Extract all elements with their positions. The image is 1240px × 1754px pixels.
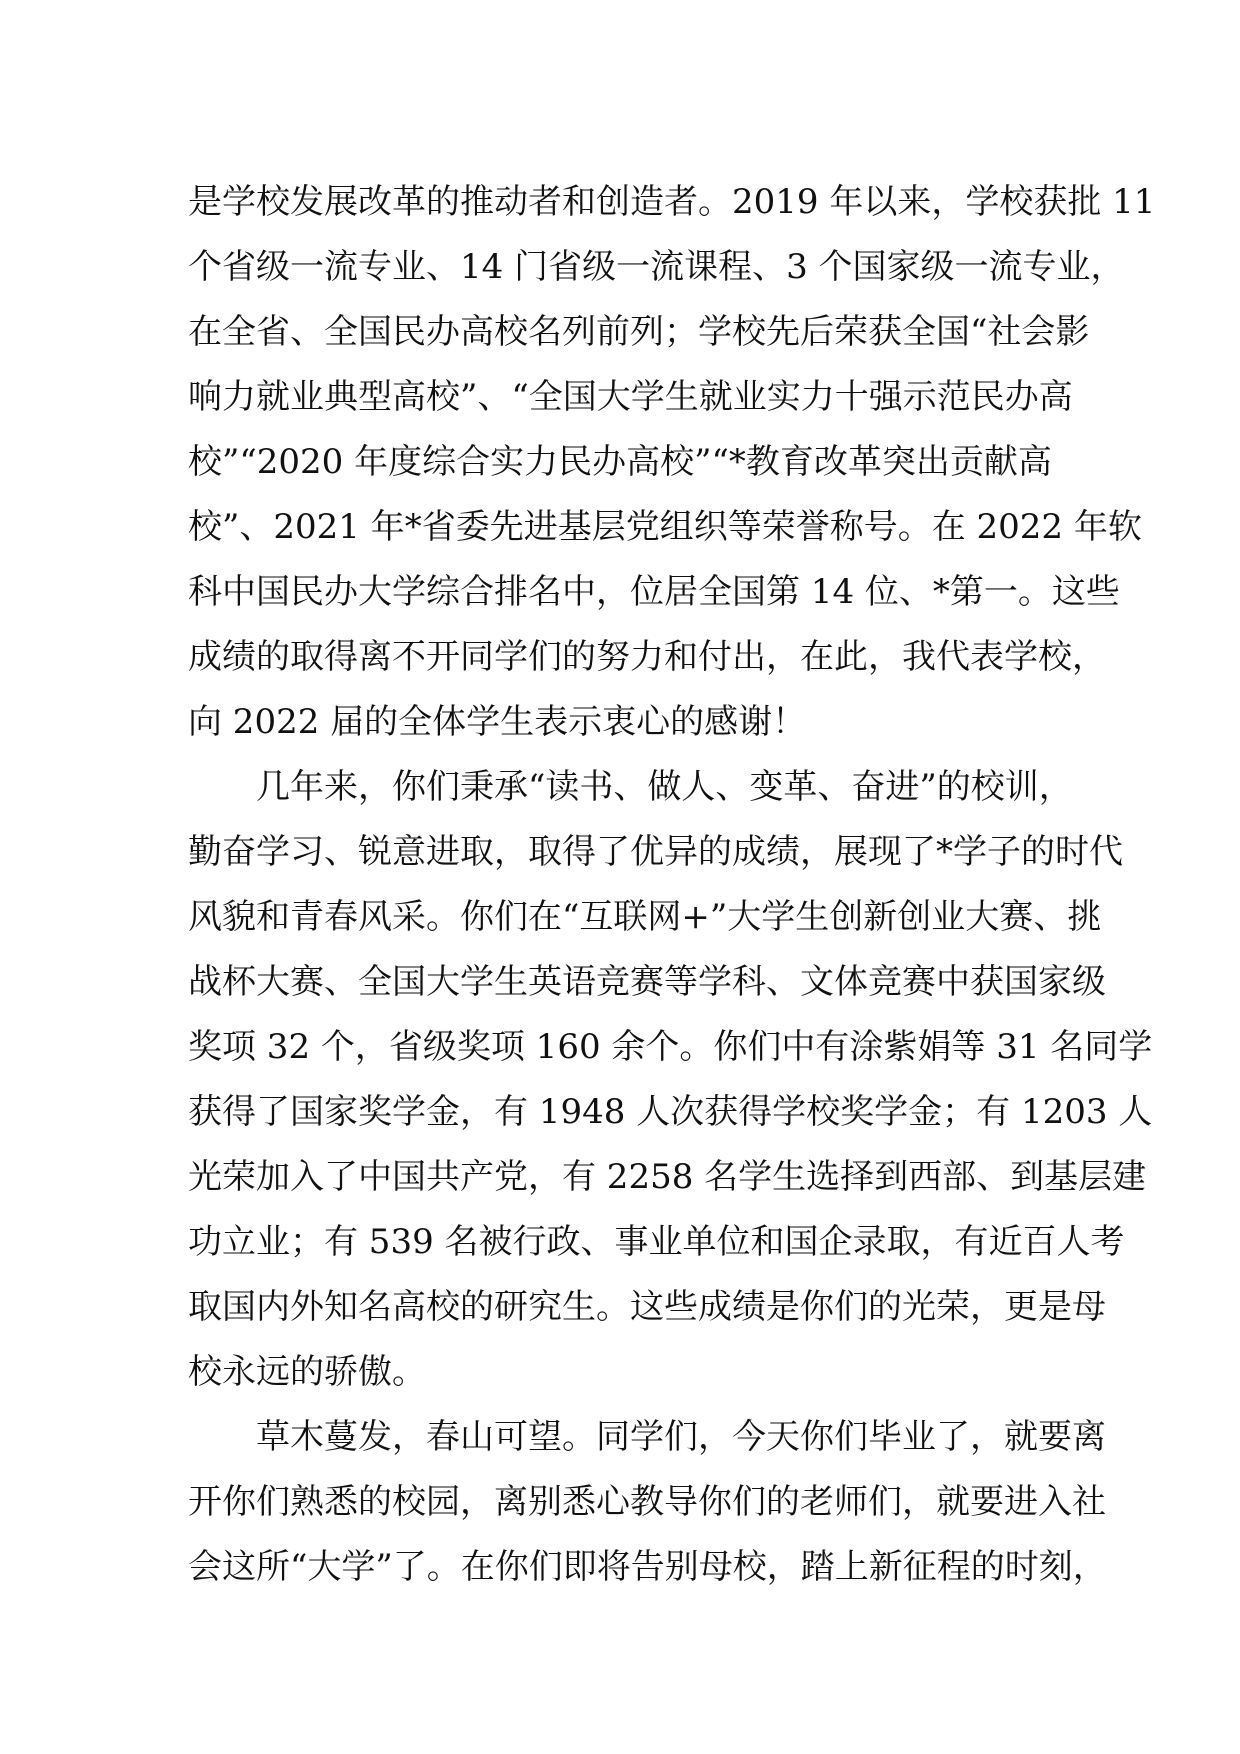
text-line: 勤奋学习、锐意进取，取得了优异的成绩，展现了*学子的时代 xyxy=(188,832,1123,872)
text-line: 几年来，你们秉承“读书、做人、变革、奋进”的校训， xyxy=(188,767,1073,807)
text-line: 奖项 32 个，省级奖项 160 余个。你们中有涂紫娟等 31 名同学 xyxy=(188,1027,1153,1067)
text-line: 科中国民办大学综合排名中，位居全国第 14 位、*第一。这些 xyxy=(188,572,1120,612)
text-line: 校”、2021 年*省委先进基层党组织等荣誉称号。在 2022 年软 xyxy=(188,507,1142,547)
text-line: 成绩的取得离不开同学们的努力和付出，在此，我代表学校， xyxy=(188,637,1106,677)
text-line: 开你们熟悉的校园，离别悉心教导你们的老师们，就要进入社 xyxy=(188,1482,1106,1522)
text-line: 取国内外知名高校的研究生。这些成绩是你们的光荣，更是母 xyxy=(188,1287,1106,1327)
text-line: 草木蔓发，春山可望。同学们，今天你们毕业了，就要离 xyxy=(188,1417,1106,1457)
text-line: 校”“2020 年度综合实力民办高校”“*教育改革突出贡献高 xyxy=(188,442,1052,482)
text-line: 向 2022 届的全体学生表示衷心的感谢！ xyxy=(188,702,807,742)
text-line: 在全省、全国民办高校名列前列；学校先后荣获全国“社会影 xyxy=(188,312,1090,352)
text-line: 光荣加入了中国共产党，有 2258 名学生选择到西部、到基层建 xyxy=(188,1157,1147,1197)
text-line: 战杯大赛、全国大学生英语竞赛等学科、文体竞赛中获国家级 xyxy=(188,962,1106,1002)
document-body xyxy=(188,170,1156,1600)
text-line: 会这所“大学”了。在你们即将告别母校，踏上新征程的时刻， xyxy=(188,1547,1107,1587)
text-line: 校永远的骄傲。 xyxy=(188,1352,426,1392)
paragraph-2 xyxy=(188,755,1153,1405)
paragraph-1 xyxy=(188,170,1156,755)
text-line: 个省级一流专业、14 门省级一流课程、3 个国家级一流专业， xyxy=(188,247,1125,287)
text-line: 功立业；有 539 名被行政、事业单位和国企录取，有近百人考 xyxy=(188,1222,1125,1262)
text-line: 获得了国家奖学金，有 1948 人次获得学校奖学金；有 1203 人 xyxy=(188,1092,1153,1132)
paragraph-3 xyxy=(188,1405,1107,1600)
text-line: 是学校发展改革的推动者和创造者。2019 年以来，学校获批 11 xyxy=(188,182,1156,222)
text-line: 风貌和青春风采。你们在“互联网+”大学生创新创业大赛、挑 xyxy=(188,897,1102,937)
text-line: 响力就业典型高校”、“全国大学生就业实力十强示范民办高 xyxy=(188,377,1073,417)
